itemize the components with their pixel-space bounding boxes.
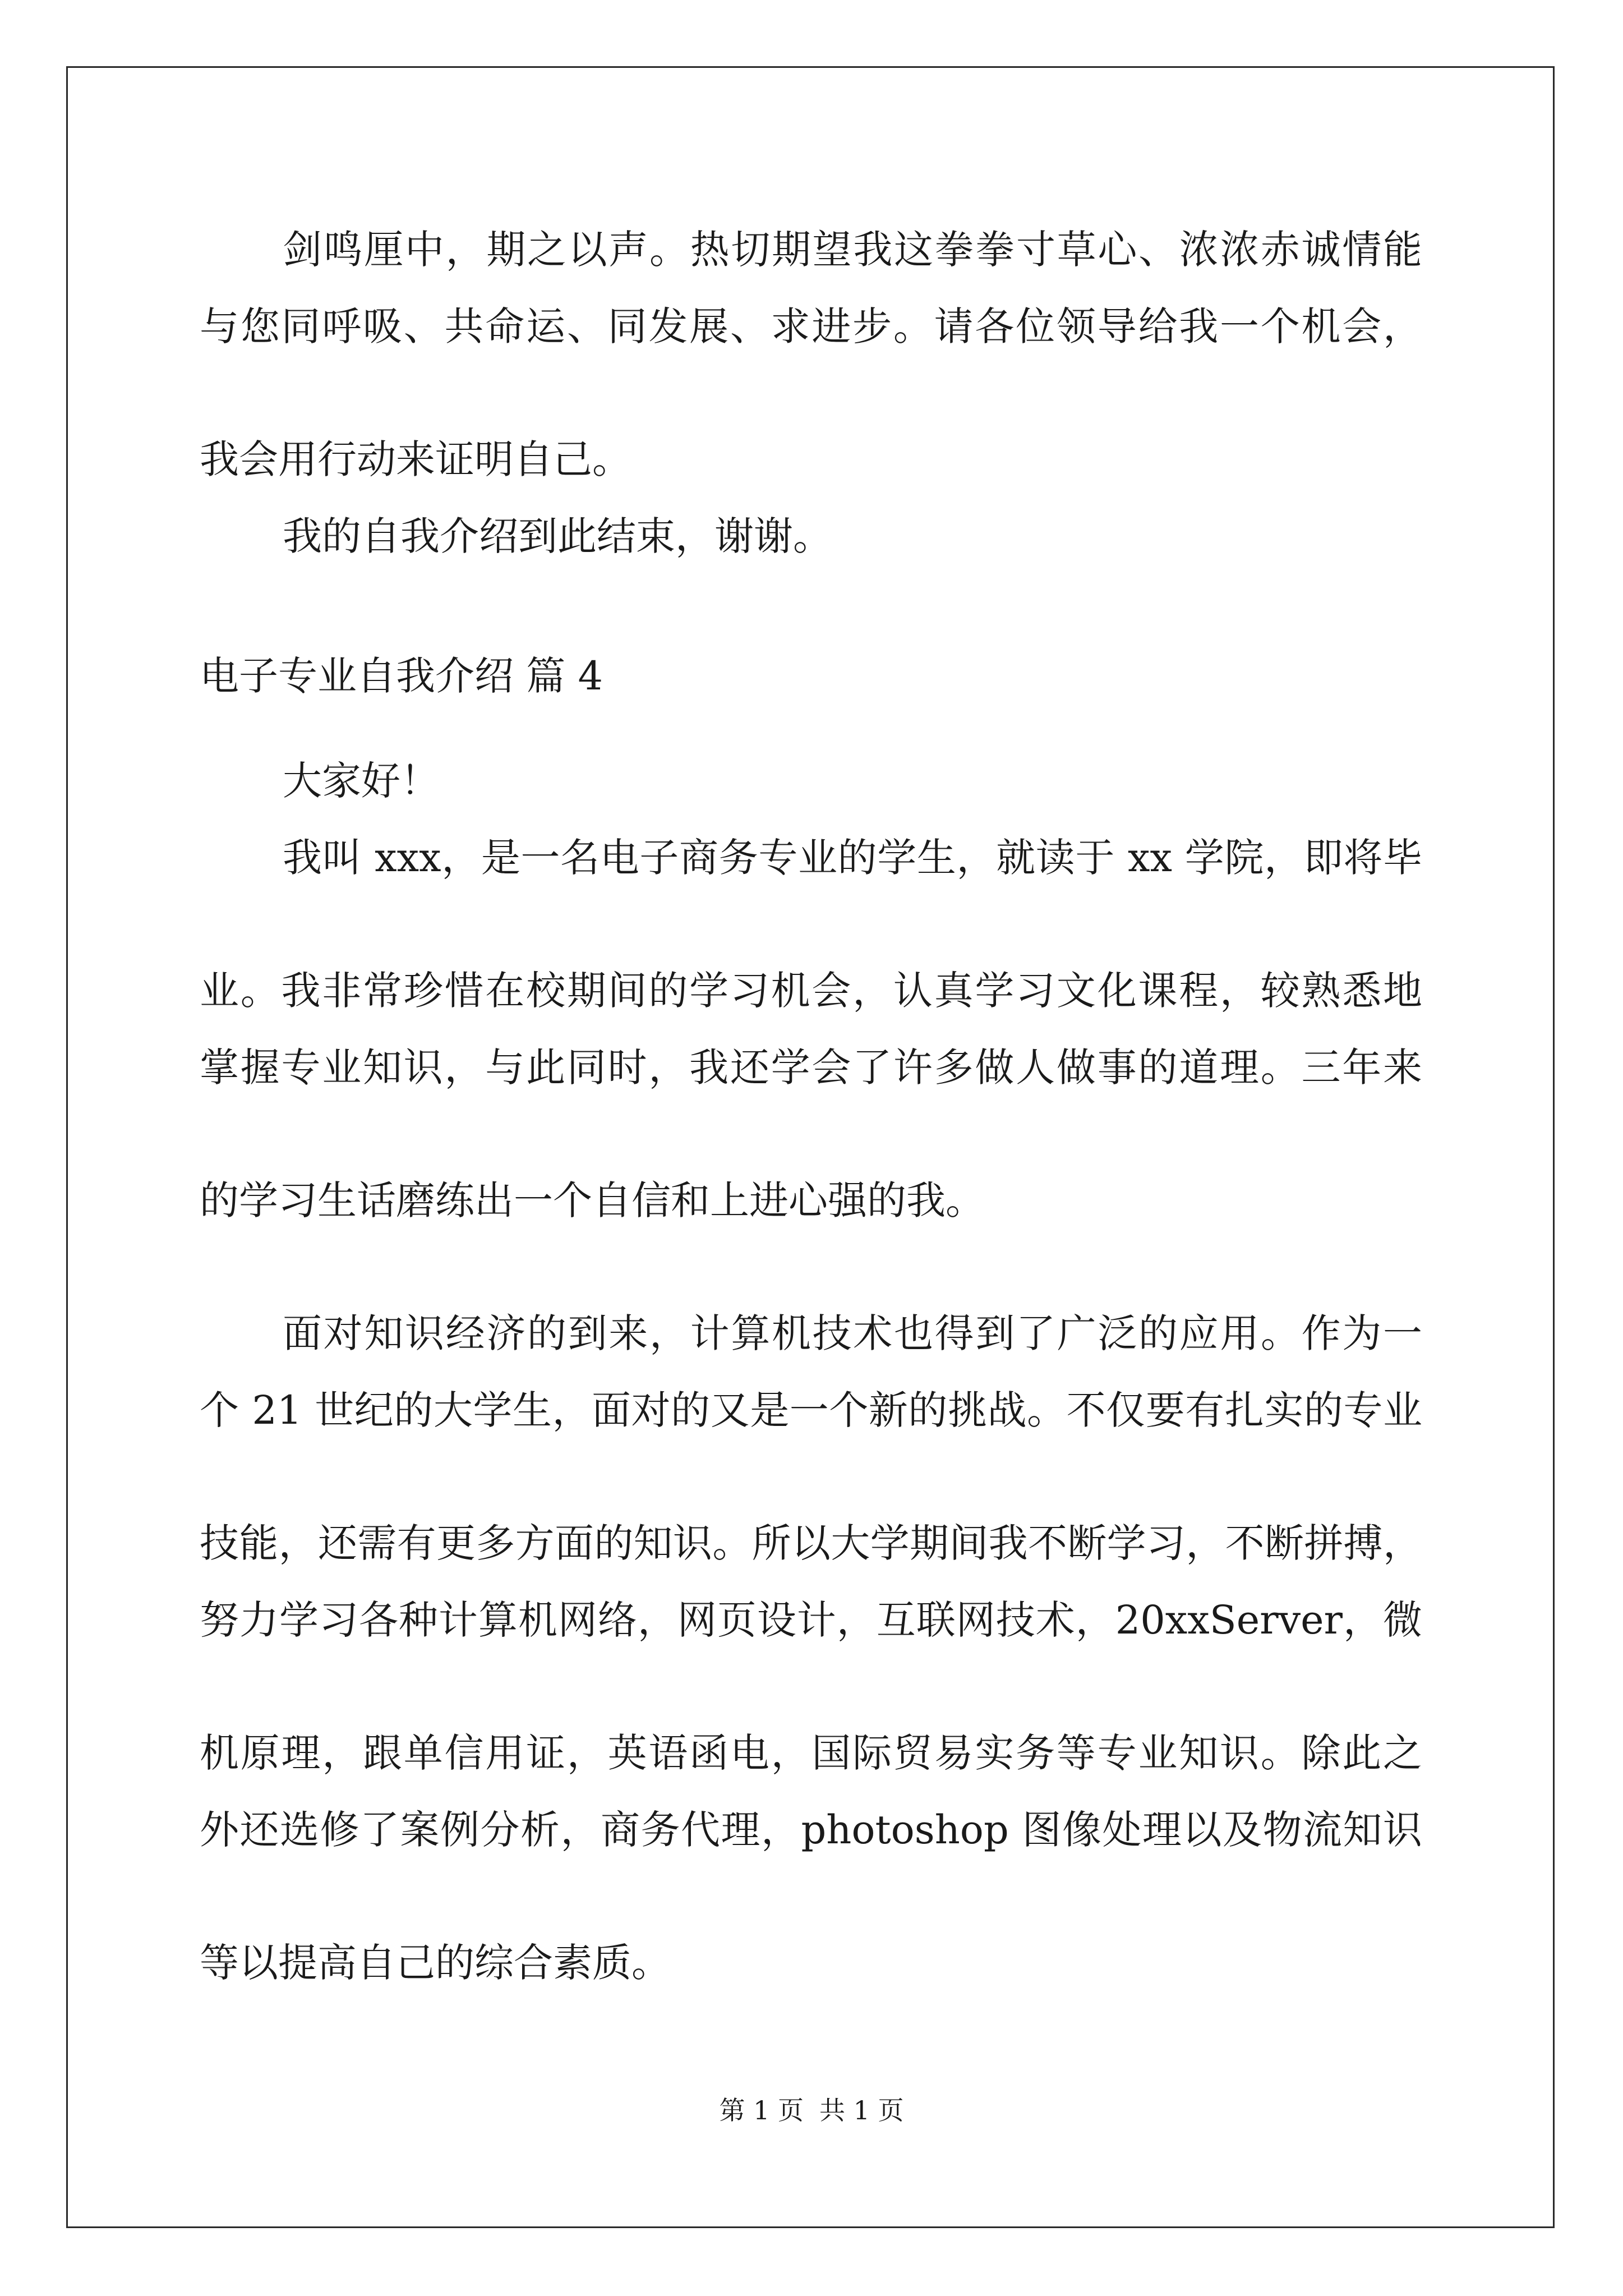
paragraph-line: 我会用行动来证明自己。 [200, 436, 631, 482]
paragraph-line: 我叫 xxx，是一名电子商务专业的学生，就读于 xx 学院，即将毕 [283, 835, 1422, 881]
paragraph-line: 大家好！ [283, 758, 440, 804]
paragraph-line: 努力学习各种计算机网络，网页设计，互联网技术，20xxServer，微 [200, 1597, 1422, 1643]
page-number: 第 1 页 [719, 2095, 804, 2125]
paragraph-line: 面对知识经济的到来，计算机技术也得到了广泛的应用。作为一 [283, 1310, 1422, 1356]
paragraph-line: 的学习生话磨练出一个自信和上进心强的我。 [200, 1177, 985, 1223]
paragraph-line: 掌握专业知识，与此同时，我还学会了许多做人做事的道理。三年来 [200, 1045, 1422, 1091]
paragraph-line: 剑鸣厘中，期之以声。热切期望我这拳拳寸草心、浓浓赤诚情能 [283, 227, 1422, 273]
page-border [66, 66, 1555, 2228]
paragraph-line: 机原理，跟单信用证，英语函电，国际贸易实务等专业知识。除此之 [200, 1730, 1422, 1776]
paragraph-line: 外还选修了案例分析，商务代理，photoshop 图像处理以及物流知识 [200, 1807, 1422, 1853]
section-heading: 电子专业自我介绍 篇 4 [200, 653, 603, 699]
paragraph-line: 个 21 世纪的大学生，面对的又是一个新的挑战。不仅要有扎实的专业 [200, 1387, 1422, 1433]
page-total: 共 1 页 [819, 2095, 904, 2125]
paragraph-line: 业。我非常珍惜在校期间的学习机会，认真学习文化课程，较熟悉地 [200, 968, 1422, 1014]
paragraph-line: 等以提高自己的综合素质。 [200, 1940, 671, 1986]
paragraph-line: 技能，还需有更多方面的知识。所以大学期间我不断学习，不断拼搏， [200, 1520, 1422, 1566]
paragraph-line: 与您同呼吸、共命运、同发展、求进步。请各位领导给我一个机会， [200, 303, 1422, 349]
page-footer [0, 2093, 1623, 2127]
paragraph-line: 我的自我介绍到此结束，谢谢。 [283, 513, 832, 559]
